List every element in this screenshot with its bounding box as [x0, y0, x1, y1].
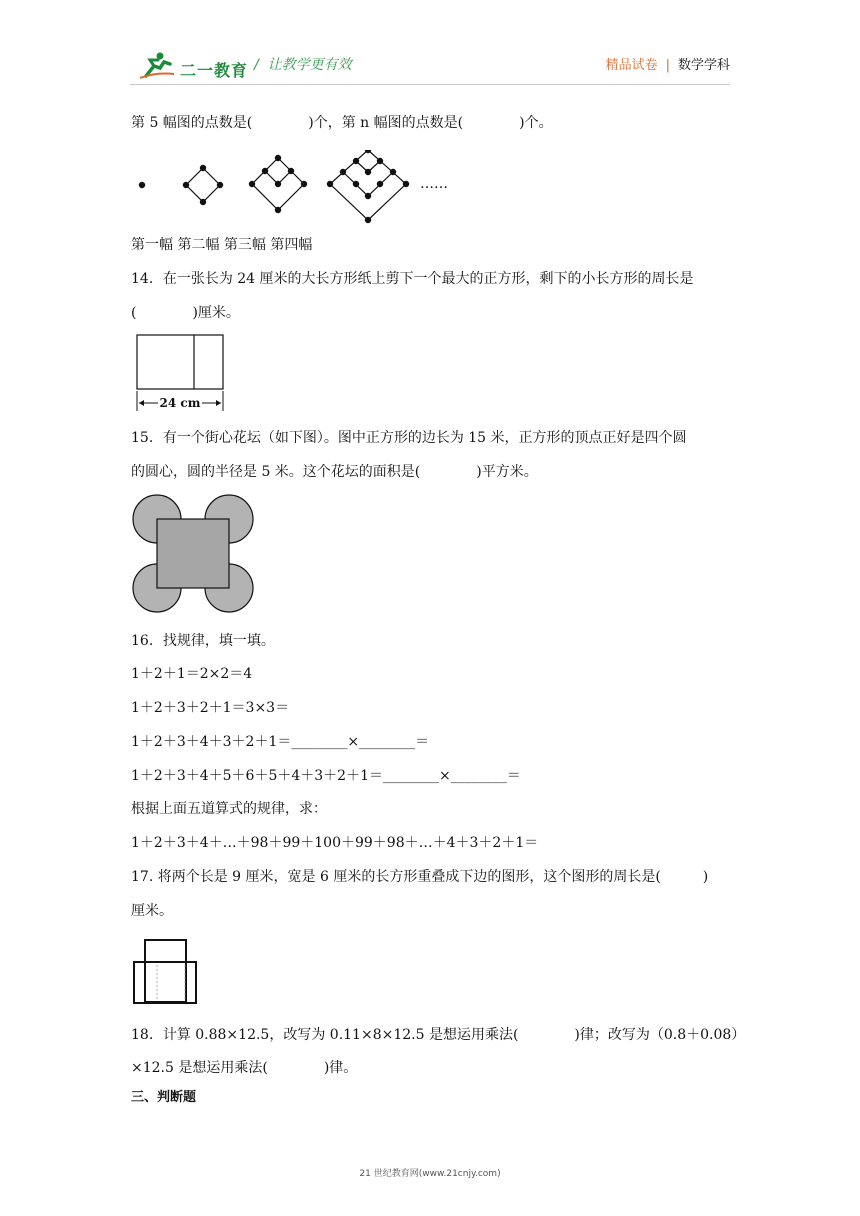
q18-text-1: 18．计算 0.88×12.5，改写为 0.11×8×12.5 是想运用乘法( )律；改写为（0.8＋0.08） [131, 1027, 746, 1043]
q14-dimension-label: 24 cm [159, 396, 201, 410]
slogan: / 让教学更有效 [254, 57, 352, 73]
logo-text: 二一教育 [180, 61, 249, 80]
brand-logo [138, 50, 248, 80]
q13-dot-pattern-figure [130, 150, 470, 230]
q16-line-4: 1＋2＋3＋4＋5＋6＋5＋4＋3＋2＋1＝________×________＝ [131, 768, 521, 784]
q14-rectangle-figure [134, 333, 229, 413]
q16-line-2: 1＋2＋3＋2＋1＝3×3＝ [131, 700, 290, 716]
continuation-dots: …… [420, 176, 448, 192]
q16-title: 16．找规律，填一填。 [131, 633, 275, 649]
header-labels: 精品试卷 | 数学学科 [605, 58, 730, 73]
q17-text-1: 17. 将两个长是 9 厘米，宽是 6 厘米的长方形重叠成下边的图形，这个图形的周长是( ) [131, 869, 709, 885]
q17-overlap-figure [130, 935, 200, 1009]
q15-flowerbed-figure [130, 492, 256, 616]
q13-captions: 第一幅 第二幅 第三幅 第四幅 [131, 237, 313, 253]
page-header [130, 44, 730, 84]
q14-text-2: ( )厘米。 [131, 305, 240, 321]
label-subject: 数学学科 [677, 58, 730, 73]
runner-icon [138, 50, 178, 80]
page-footer: 21 世纪教育网(www.21cnjy.com) [359, 1169, 501, 1179]
q16-line-5: 根据上面五道算式的规律，求： [131, 801, 327, 817]
q13-text: 第 5 幅图的点数是( )个，第 n 幅图的点数是( )个。 [131, 115, 553, 131]
q15-text-2: 的圆心，圆的半径是 5 米。这个花坛的面积是( )平方米。 [131, 464, 538, 480]
q14-text-1: 14．在一张长为 24 厘米的大长方形纸上剪下一个最大的正方形，剩下的小长方形的周长是 [131, 271, 694, 287]
header-divider [130, 84, 730, 85]
label-exam: 精品试卷 [605, 58, 658, 73]
q15-text-1: 15．有一个街心花坛（如下图）。图中正方形的边长为 15 米，正方形的顶点正好是四个圆 [131, 430, 687, 446]
q16-line-3: 1＋2＋3＋4＋3＋2＋1＝________×________＝ [131, 734, 430, 750]
q18-text-2: ×12.5 是想运用乘法( )律。 [131, 1060, 358, 1076]
section-judgment-heading: 三、判断题 [131, 1090, 197, 1105]
q16-line-6: 1＋2＋3＋4＋…＋98＋99＋100＋99＋98＋…＋4＋3＋2＋1＝ [131, 835, 539, 851]
q17-text-2: 厘米。 [131, 903, 173, 919]
q16-line-1: 1＋2＋1＝2×2＝4 [131, 666, 253, 682]
